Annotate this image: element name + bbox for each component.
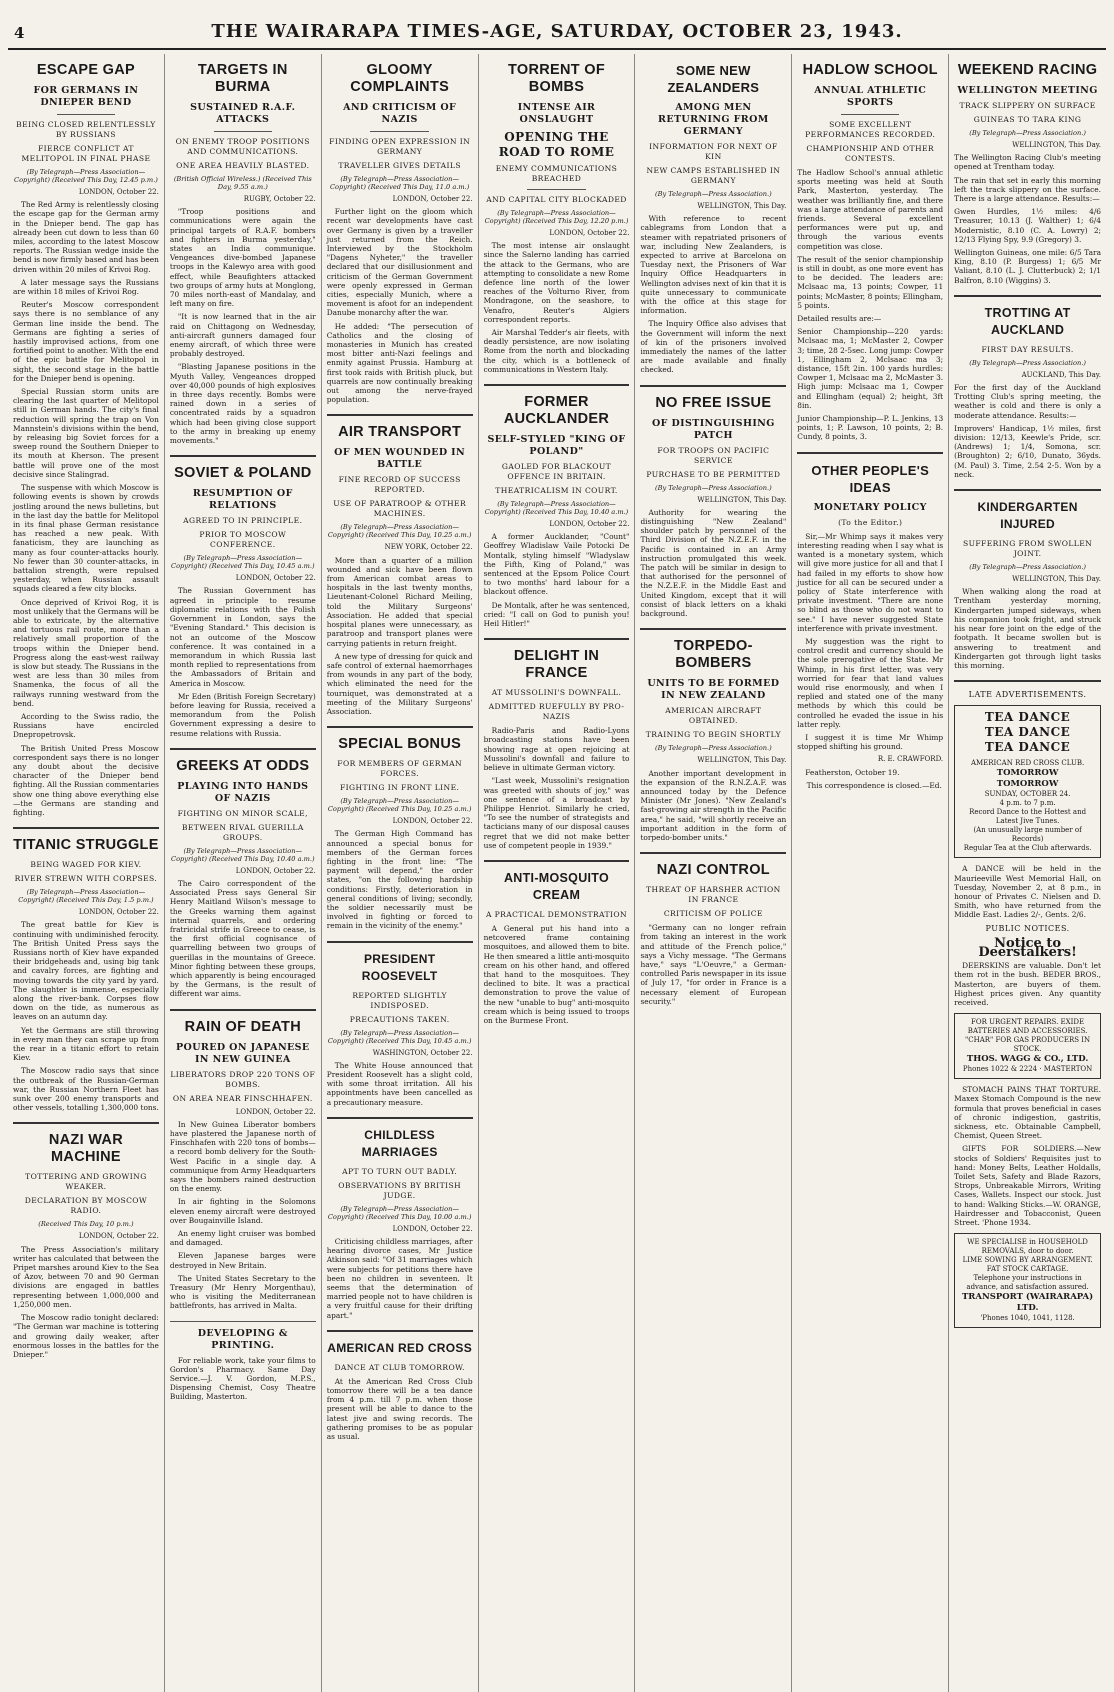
subheadline: OPENING THE ROAD TO ROME bbox=[498, 130, 615, 159]
subheadline: APT TO TURN OUT BADLY. bbox=[342, 1166, 458, 1176]
paragraph: The Inquiry Office also advises that the Government will inform the next of kin of the prisoners involved immediately the names of the latter are made available and finally checked. bbox=[640, 319, 787, 375]
subheadline: AMERICAN AIRCRAFT OBTAINED. bbox=[665, 706, 762, 726]
paragraph: Further light on the gloom which recent war developments have cast over Germany is given by a traveller just returned from the Reich. Interviewed by the Stockholm "Dagens Nyheter," the traveller declared that our disillusionment and criticism of the German Government were openly expressed in German cities, especially Munich, where a movement is afoot for an independent Danube monarchy after the war. bbox=[326, 207, 473, 318]
headline: DELIGHT IN FRANCE bbox=[513, 648, 600, 682]
byline: (By Telegraph—Press Association.) bbox=[969, 129, 1086, 137]
paragraph: The Cairo correspondent of the Associated Press says General Sir Henry Maitland Wilson's message to the Greeks warning them against internal quarrels, and ordering fratricidal strife in Greece to cease, is the first official cognisance of quarrelling between two groups of guerillas in the mountains of Greece. Minor fighting between these groups, which apparently is being encouraged by the Germans, is the result of different war aims. bbox=[169, 878, 316, 999]
byline: (By Telegraph—Press Association.) bbox=[969, 563, 1086, 572]
paragraph: When walking along the road at Trentham yesterday morning, Kindergarten jumped sideways, when his companion took fright, and struck his near fore joint on the edge of the footpath. It became swollen but is answering to treatment and Kindergarten got through light tasks this morning. bbox=[954, 587, 1102, 670]
headline: ANTI-MOSQUITO CREAM bbox=[503, 870, 610, 902]
paragraph: Improvers' Handicap, 1½ miles, first division: 12/13, Keewle's Pride, scr. (Andrews) 1; 1/4, Somona, scr. (Broughton) 2; 6/10, Dunato, 36yds. (M. Paul) 3. Time, 2.54 2-5. Won by a neck. bbox=[954, 423, 1102, 479]
ad-tea-dance bbox=[954, 705, 1101, 858]
paragraph: A former Aucklander, "Count" Geoffrey Wladislaw Vaile Potocki De Montalk, styling himself "Wladyslaw the Fifth, King of Poland," was sentenced at the Epsom Police Court to two months' hard labour for a blackout offence. bbox=[483, 532, 630, 597]
subheadline: FOR TROOPS ON PACIFIC SERVICE bbox=[657, 445, 770, 465]
ad-line: SUNDAY, OCTOBER 24. bbox=[984, 790, 1071, 799]
article-trotting-at-auckland bbox=[954, 305, 1101, 479]
dateline: AUCKLAND, This Day. bbox=[1021, 370, 1102, 379]
editor-note: This correspondence is closed.—Ed. bbox=[806, 780, 942, 790]
subheadline: ON ENEMY TROOP POSITIONS AND COMMUNICATIONS. bbox=[175, 137, 310, 156]
paragraph: A later message says the Russians are within 18 miles of Krivoi Rog. bbox=[13, 277, 159, 297]
byline: (By Telegraph—Press Association.) bbox=[655, 744, 772, 753]
column-3 bbox=[322, 54, 479, 1692]
dateline: LONDON, October 22. bbox=[78, 1232, 159, 1241]
subheadline: FINDING OPEN EXPRESSION IN GERMANY bbox=[329, 137, 471, 156]
byline: (By Telegraph—Press Association.) bbox=[969, 358, 1086, 367]
paragraph: Once deprived of Krivoi Rog, it is most unlikely that the Germans will be able to extricate, by the alternative and tortuous rail route, more than a relatively small proportion of the troops within the Dnieper bend. Progress along the east-west railway is slow but steady. The Russians in the west are less than 30 miles from Snamenka, the focus of all the railways running westward from the bend. bbox=[13, 597, 159, 708]
headline: AIR TRANSPORT bbox=[338, 424, 462, 441]
headline: NAZI CONTROL bbox=[656, 862, 770, 879]
dateline: LONDON, October 22. bbox=[235, 866, 316, 875]
paragraph: Detailed results are:— bbox=[797, 314, 882, 324]
paragraph: The United States Secretary to the Treasury (Mr Henry Morgenthau), who is visiting the Mediterranean battlefronts, has arrived in Malta. bbox=[169, 1273, 316, 1311]
headline: GREEKS AT ODDS bbox=[176, 757, 310, 774]
public-notices-header: PUBLIC NOTICES. bbox=[985, 923, 1070, 933]
paragraph: The rain that set in early this morning left the track slippery on the surface. There is a large attendance. Results:— bbox=[954, 175, 1102, 204]
article-air-transport bbox=[327, 424, 473, 716]
ad-line: TEA DANCE bbox=[984, 725, 1071, 740]
subheadline: FIRST DAY RESULTS. bbox=[981, 344, 1074, 354]
paragraph: At the American Red Cross Club tomorrow there will be a tea dance from 4 p.m. till 7 p.m. when those present will be able to dance to the latest jive and swing records. The gathering promises to be as popular as usual. bbox=[326, 1376, 473, 1442]
dateline: LONDON, October 22. bbox=[549, 520, 630, 529]
ad-dance-notice: A DANCE will be held in the Maurieeville West Memorial Hall, on Tuesday, November 2, at 8 p.m., in honour of Privates C. Nielsen and D. Smith, who have returned from the Middle East. Ladies 2/-, Gents. 2/6. bbox=[954, 864, 1102, 920]
subheadline: AGREED TO IN PRINCIPLE. bbox=[183, 516, 303, 526]
byline: (By Telegraph—Press Association—Copyright) (Received This Day, 10.45 a.m.) bbox=[171, 554, 315, 571]
subheadline: OBSERVATIONS BY BRITISH JUDGE. bbox=[338, 1180, 462, 1200]
paragraph: The most intense air onslaught since the Salerno landing has carried the attack to the Germans, who are attempting to consolidate a new Rome defence line north of the lower reaches of the Volturno River, from Mondragone, on the seashore, to Venafro, Reuter's Algiers correspondent reports. bbox=[483, 241, 630, 324]
paragraph: He added: "The persecution of Catholics and the closing of monasteries in Munich has created most bitter anti-Nazi feelings and enmity against Prussia. Hamburg at first took raids with British pluck, but quarrels are now continually breaking out among the nerve-frayed population. bbox=[326, 321, 473, 405]
ad-line: TOMORROW bbox=[996, 768, 1059, 779]
headline: SOME NEW ZEALANDERS bbox=[667, 63, 760, 95]
paragraph: De Montalk, after he was sentenced, cried: "I call on God to punish you! Heil Hitler!" bbox=[483, 600, 630, 629]
article-weekend-racing bbox=[954, 62, 1101, 285]
subheadline: GAOLED FOR BLACKOUT OFFENCE IN BRITAIN. bbox=[501, 462, 612, 482]
subheadline: CHAMPIONSHIP AND OTHER CONTESTS. bbox=[806, 144, 935, 163]
dateline: LONDON, October 22. bbox=[78, 188, 159, 196]
paragraph: The Moscow radio tonight declared: "The German war machine is tottering and growing daily weaker, after enormous losses in the battles for the Dnieper." bbox=[13, 1313, 159, 1359]
signature: R. E. CRAWFORD. bbox=[877, 755, 944, 764]
dateline: WELLINGTON, This Day. bbox=[697, 202, 787, 210]
paragraph: "It is now learned that in the air raid on Chittagong on Wednesday, anti-aircraft gunners damaged four enemy aircraft, of which three were probably destroyed. bbox=[169, 312, 316, 359]
subheadline: FOR MEMBERS OF GERMAN FORCES. bbox=[337, 759, 462, 779]
article-hadlow-school bbox=[797, 62, 943, 442]
subheadline: SELF-STYLED "KING OF POLAND" bbox=[487, 434, 626, 458]
headline: NO FREE ISSUE bbox=[655, 394, 772, 411]
dateline: LONDON, October 22. bbox=[392, 1224, 473, 1233]
article-anti-mosquito-cream bbox=[484, 870, 630, 1025]
article-gloomy-complaints bbox=[327, 62, 473, 404]
subheadline: TOTTERING AND GROWING WEAKER. bbox=[25, 1172, 147, 1192]
dateline: LONDON, October 22. bbox=[235, 574, 316, 583]
byline: (By Telegraph—Press Association.) bbox=[655, 190, 772, 198]
paragraph: The suspense with which Moscow is following events is shown by crowds jostling around the news bulletins, but in the last day the battle for Melitopol in its final phase German resistance has reached a new peak. With fanaticism, they are launching as many as four counter-attacks hourly. No fewer than 30 counter-attacks, in battalion strength, were repulsed yesterday, when Russian assault squads cleared a few city blocks. bbox=[13, 483, 159, 594]
dateline: LONDON, October 22. bbox=[235, 1107, 316, 1116]
column-2 bbox=[165, 54, 322, 1692]
subheadline: SUFFERING FROM SWOLLEN JOINT. bbox=[962, 539, 1093, 559]
headline: PRESIDENT ROOSEVELT bbox=[361, 951, 438, 983]
paragraph: In New Guinea Liberator bombers have plastered the Japanese north of Finschhafen with 220 tons of bombs—a record bomb delivery for the South-West Pacific in a single day. A communique from Army Headquarters says the bombers rained destruction on the enemy. bbox=[169, 1119, 316, 1194]
paragraph: Radio-Paris and Radio-Lyons broadcasting stations have been showing rage at open rejoicing at Mussolini's downfall and failure to believe in ultimate German victory. bbox=[483, 726, 630, 773]
byline: (By Telegraph—Press Association—Copyright) (Received This Day, 10.25 a.m.) bbox=[327, 523, 472, 540]
subheadline: FINE RECORD OF SUCCESS REPORTED. bbox=[338, 475, 461, 495]
subheadline: MONETARY POLICY bbox=[813, 501, 927, 513]
byline: (Received This Day, 10 p.m.) bbox=[38, 1220, 134, 1229]
paragraph: Wellington Guineas, one mile: 6/5 Tara King, 8.10 (P. Burgess) 1; 6/5 Mr Valiant, 8.10 (L. J. Clutterbuck) 2; 1/1 Balfron, 8.10 (Wiggins) 3. bbox=[954, 248, 1102, 285]
article-titanic-struggle bbox=[13, 837, 159, 1112]
subheadline: FIGHTING IN FRONT LINE. bbox=[339, 783, 460, 793]
headline: HADLOW SCHOOL bbox=[802, 62, 938, 78]
ad-thos-wagg bbox=[954, 1013, 1101, 1079]
dateline: RUGBY, October 22. bbox=[243, 195, 316, 203]
paragraph: The White House announced that President Roosevelt has a slight cold, with some throat irritation. All his appointments have been cancelled as a precautionary measure. bbox=[326, 1060, 473, 1107]
paragraph: An enemy light cruiser was bombed and damaged. bbox=[169, 1229, 316, 1248]
ad-line: TEA DANCE bbox=[984, 710, 1071, 725]
subheadline: BEING WAGED FOR KIEV. bbox=[30, 860, 142, 870]
article-soviet-poland bbox=[170, 465, 316, 737]
byline: (By Telegraph—Press Association—Copyright) (Received This Day, 10.00 a.m.) bbox=[327, 1204, 472, 1221]
column-1 bbox=[8, 54, 165, 1692]
paragraph: I suggest it is time Mr Whimp stopped shifting his ground. bbox=[797, 732, 944, 752]
ad-line: FOR URGENT REPAIRS. EXIDE BATTERIES AND ACCESSORIES. "CHAR" FOR GAS PRODUCERS IN STOCK. bbox=[965, 1018, 1091, 1054]
paragraph: Reuter's Moscow correspondent says there is no semblance of any German line inside the bend. The Germans are fighting a series of hastily improvised actions, from one fortified point to another. With the end of the epic battle for Melitopol in sight, the second stage in the battle for the Dnieper bend is opening. bbox=[13, 300, 159, 383]
article-torrent-of-bombs bbox=[484, 62, 630, 374]
masthead bbox=[8, 6, 1106, 50]
byline: (By Telegraph—Press Association—Copyright) (Received This Day, 10.40 a.m.) bbox=[484, 500, 629, 517]
article-other-peoples-ideas bbox=[797, 462, 943, 790]
paragraph: With reference to recent cablegrams from London that a steamer with repatriated prisoners of war, including New Zealanders, is expected to arrive at Barcelona on Tuesday next, the Prisoners of War Inquiry Office Headquarters in Wellington advises next of kin that it is quite unnecessary to communicate with the office at this stage for information. bbox=[640, 214, 787, 316]
subheadline: (To the Editor.) bbox=[838, 517, 903, 527]
headline: TORRENT OF BOMBS bbox=[508, 62, 605, 95]
dateline: WELLINGTON, This Day. bbox=[1012, 141, 1102, 149]
subheadline: THREAT OF HARSHER ACTION IN FRANCE bbox=[646, 885, 781, 905]
paragraph: My suggestion was the right to control credit and currency should be the sole prerogative of the State. Mr Whimp, in his first letter, was very worried for fear that land values would rise enormously, and when I replied and stated one of the many methods by which this could be controlled he evaded the issue in his latter reply. bbox=[797, 636, 944, 729]
subheadline: DECLARATION BY MOSCOW RADIO. bbox=[24, 1196, 148, 1216]
paragraph: The British United Press Moscow correspondent says there is no longer any doubt about the decisive character of the Dnieper bend fighting. All the Russian commentaries show one thing above everything else—the Germans are standing and fighting. bbox=[13, 743, 159, 817]
dateline: NEW YORK, October 22. bbox=[384, 543, 473, 552]
paragraph: Junior Championship—P. L. Jenkins, 13 points, 1; P. Lawson, 10 points, 2; B. Cundy, 8 points, 3. bbox=[797, 414, 944, 442]
subheadline: CRITICISM OF POLICE bbox=[663, 909, 763, 919]
paragraph: For the first day of the Auckland Trotting Club's spring meeting, the weather is cold and there is only a moderate attendance. Results:— bbox=[954, 383, 1102, 420]
paragraph: For reliable work, take your films to Gordon's Pharmacy. Same Day Service.—J. V. Gordon, M.P.S., Dispensing Chemist, Cosy Theatre Building, Masterton. bbox=[169, 1355, 316, 1402]
article-torpedo-bombers bbox=[640, 638, 786, 842]
dateline: WELLINGTON, This Day. bbox=[1012, 575, 1102, 584]
ad-developing-printing bbox=[170, 1328, 316, 1402]
column-4 bbox=[479, 54, 636, 1692]
subheadline: DANCE AT CLUB TOMORROW. bbox=[334, 1362, 465, 1372]
article-targets-in-burma bbox=[170, 62, 316, 445]
subheadline: UNITS TO BE FORMED IN NEW ZEALAND bbox=[647, 678, 780, 702]
subheadline: AND CRITICISM OF NAZIS bbox=[343, 102, 457, 125]
byline: (By Telegraph—Press Association—Copyright) (Received This Day, 10.40 a.m.) bbox=[171, 846, 315, 863]
subheadline: FOR GERMANS IN DNIEPER BEND bbox=[33, 85, 139, 108]
paragraph: According to the Swiss radio, the Russians have encircled Dnepropetrovsk. bbox=[13, 711, 159, 740]
paragraph: The result of the senior championship is still in doubt, as one more event has to be decided. The leaders are: Mclsaac ma, 13 points; Cowper, 11 points; McMaster, 8 points; Ellingham, 5 points. bbox=[797, 254, 944, 310]
headline: WEEKEND RACING bbox=[957, 62, 1098, 78]
paragraph: Yet the Germans are still throwing in every man they can scrape up from the rear in a titanic effort to retain Kiev. bbox=[13, 1025, 159, 1063]
headline: FORMER AUCKLANDER bbox=[503, 394, 610, 428]
subheadline: ON AREA NEAR FINSCHHAFEN. bbox=[172, 1093, 313, 1103]
dateline: LONDON, October 22. bbox=[78, 908, 159, 917]
ad-deerstalkers-body: DEERSKINS are valuable. Don't let them rot in the bush. BEDER BROS., Masterton, are buyers of them. Highest prices given. Any quantity received. bbox=[954, 961, 1102, 1007]
ad-line: TRANSPORT (WAIRARAPA) LTD. bbox=[961, 1292, 1094, 1314]
headline: AMERICAN RED CROSS bbox=[327, 1340, 473, 1355]
paragraph: Mr Eden (British Foreign Secretary) before leaving for Russia, received a memorandum from the Polish Government expressing a desire to resume relations with Russia. bbox=[169, 691, 316, 738]
ad-line: AMERICAN RED CROSS CLUB. bbox=[970, 759, 1085, 768]
byline: (By Telegraph—Press Association—Copyright) (Received This Day, 12.20 p.m.) bbox=[484, 209, 629, 225]
subheadline: POURED ON JAPANESE IN NEW GUINEA bbox=[176, 1041, 310, 1065]
dateline: WELLINGTON, This Day. bbox=[697, 495, 787, 504]
paragraph: In air fighting in the Solomons eleven enemy aircraft were destroyed over Bougainville Island. bbox=[169, 1197, 316, 1225]
ad-gifts-for-soldiers: GIFTS FOR SOLDIERS.—New stocks of Soldiers' Requisites just to hand: Money Belts, Leather Holdalls, Toilet Sets, Safety and Blade Razors, Strops, Unbreakable Mirrors, Writing Cases, Wallets. Inspect our stock. Just to hand: Walking Sticks.—W. ORANGE, Hairdresser and Tobacconist, Queen Street. 'Phone 1934. bbox=[954, 1144, 1102, 1227]
article-delight-in-france bbox=[484, 648, 630, 850]
dateline: LONDON, October 22. bbox=[392, 195, 473, 203]
subheadline: PRECAUTIONS TAKEN. bbox=[349, 1014, 450, 1024]
article-american-red-cross bbox=[327, 1340, 473, 1441]
paragraph: The German High Command has announced a special bonus for members of the German forces fighting in the front line: "The payment will depend," the order states, "on the following hardship conditions: Firstly, deterioration in general conditions of living; secondly, the soldier necessarily must be involved in fighting or forced to remain in the vicinity of the enemy." bbox=[326, 829, 473, 931]
headline: SPECIAL BONUS bbox=[338, 736, 462, 753]
place-line: Featherston, October 19. bbox=[805, 767, 900, 777]
ad-line: Regular Tea at the Club afterwards. bbox=[963, 844, 1092, 853]
subheadline: BEING CLOSED RELENTLESSLY BY RUSSIANS bbox=[16, 120, 156, 139]
paragraph: "Troop positions and communications were again the principal targets of R.A.F. bombers and fighters in Burma yesterday," states an India communique. Vengeances dive-bombed Japanese troops in the Kalewyo area with good effect, while Beaufighters attacked two groups of army huts at Monglong, 70 miles north-east of Mandalay, and left many on fire. bbox=[169, 207, 316, 309]
subheadline: A PRACTICAL DEMONSTRATION bbox=[485, 909, 628, 919]
article-nazi-control bbox=[640, 862, 786, 1006]
byline: (By Telegraph—Press Association—Copyright) (Received This Day, 1.5 p.m.) bbox=[18, 888, 154, 905]
subheadline: TRAVELLER GIVES DETAILS bbox=[338, 161, 461, 170]
paragraph: Sir,—Mr Whimp says it makes very interesting reading when I say what is wanted is a monetary system, which will give more justice for all and that I had failed in my efforts to show how justice for all can be secured under a policy of State interference with private investment. "There are none so blind as those who do not want to see." I have never suggested State interference with private investment. bbox=[797, 531, 944, 633]
subheadline: RIVER STREWN WITH CORPSES. bbox=[14, 874, 158, 884]
page-number: 4 bbox=[14, 24, 25, 42]
headline: RAIN OF DEATH bbox=[184, 1018, 301, 1035]
article-some-new-zealanders bbox=[640, 62, 786, 375]
paragraph: Another important development in the expansion of the R.N.Z.A.F. was announced today by the Defence Minister (Mr Jones). "New Zealand's fast-growing air strength in the Pacific area," he said, "will shortly receive an important addition in the form of torpedo-bomber units." bbox=[640, 768, 787, 842]
headline: TITANIC STRUGGLE bbox=[13, 837, 159, 854]
subheadline: LIBERATORS DROP 220 TONS OF BOMBS. bbox=[170, 1069, 316, 1089]
subheadline: RESUMPTION OF RELATIONS bbox=[192, 488, 293, 512]
dateline: WELLINGTON, This Day. bbox=[697, 756, 787, 765]
subheadline: NEW CAMPS ESTABLISHED IN GERMANY bbox=[646, 166, 781, 185]
ad-stomach-pains: STOMACH PAINS THAT TORTURE. Maxex Stomach Compound is the new formula that proves beneficial in cases of chronic indigestion, gastritis, sickness, etc. Obtainable Campbell, Chemist, Queen Street. bbox=[954, 1085, 1102, 1141]
headline: TARGETS IN BURMA bbox=[197, 62, 288, 95]
paragraph: Air Marshal Tedder's air fleets, with deadly persistence, are now isolating Rome from the north and blockading the city, which is a bottleneck of communications in Western Italy. bbox=[483, 328, 630, 374]
subheadline: ANNUAL ATHLETIC SPORTS bbox=[814, 85, 927, 108]
paragraph: "Germany can no longer refrain from taking an interest in the work and attitude of the French police," says a Vichy message. "The Germans have," says "L'Oeuvre," a German-controlled Paris newspaper in its issue of July 17, "for order in France is a necessary element of European security." bbox=[640, 923, 787, 1006]
byline: (By Telegraph—Press Association—Copyright) (Received This Day, 11.0 a.m.) bbox=[329, 175, 470, 191]
ad-line: (An unusually large number of Records) bbox=[973, 826, 1082, 844]
ad-line: THOS. WAGG & CO., LTD. bbox=[966, 1054, 1089, 1065]
ad-line: 4 p.m. to 7 p.m. bbox=[999, 799, 1056, 808]
byline: (By Telegraph—Press Association.) bbox=[655, 483, 772, 492]
subheadline: SUSTAINED R.A.F. ATTACKS bbox=[190, 102, 296, 125]
paragraph: The Press Association's military writer has calculated that between the Pripet marshes around Kiev to the Sea of Azov, between 70 and 90 German divisions are engaged in battles representing between 1,000,000 and 1,250,000 men. bbox=[13, 1244, 159, 1309]
ad-line: TEA DANCE bbox=[984, 740, 1071, 755]
headline: ESCAPE GAP bbox=[36, 62, 135, 78]
subheadline: INTENSE AIR ONSLAUGHT bbox=[517, 102, 596, 125]
columns bbox=[8, 54, 1106, 1692]
subheadline: THEATRICALISM IN COURT. bbox=[495, 486, 618, 496]
paragraph: Gwen Hurdles, 1½ miles: 4/6 Treasurer, 10.13 (J. Walther) 1; 6/4 Modernistic, 8.10 (C. A. Lowry) 2; 12/13 Flying Spy, 9.9 (Gregory) 3. bbox=[954, 207, 1102, 244]
article-special-bonus bbox=[327, 736, 473, 930]
paragraph: The Moscow radio says that since the outbreak of the Russian-German war, the Russian Northern Fleet has sunk over 200 enemy transports and other vessels, totalling 1,300,000 tons. bbox=[13, 1066, 159, 1113]
ad-line: TOMORROW bbox=[996, 779, 1059, 790]
paragraph: Eleven Japanese barges were destroyed in New Britain. bbox=[169, 1251, 316, 1270]
byline: (By Telegraph—Press Association—Copyright) (Received This Day, 10.25 a.m.) bbox=[327, 797, 472, 814]
subheadline: TRAINING TO BEGIN SHORTLY bbox=[645, 730, 781, 740]
paragraph: The great battle for Kiev is continuing with undiminished ferocity. The British United Press says the Russians north of Kiev have expanded their bridgeheads and, using big tank and cavalry forces, are fighting and moving towards the city yard by yard. The slaughter is immense, especially along the river-bank. Corpses flow down on the tide, as numerous as leaves on an autumn day. bbox=[13, 920, 159, 1022]
article-escape-gap bbox=[13, 62, 159, 817]
paragraph: More than a quarter of a million wounded and sick have been flown from American combat areas to hospitals in the last twenty months, Lieutenant-Colonel Richard Meiling, told the Military Surgeons' Association. He added that special hospital planes were unnecessary, as paratroop and transport planes were carrying patients in return freight. bbox=[326, 555, 473, 648]
subheadline: ONE AREA HEAVILY BLASTED. bbox=[176, 161, 310, 170]
subheadline: WELLINGTON MEETING bbox=[957, 85, 1098, 96]
subheadline: FIERCE CONFLICT AT MELITOPOL IN FINAL PHASE bbox=[21, 144, 151, 163]
ad-line: FAT STOCK CARTAGE. bbox=[986, 1265, 1069, 1274]
subheadline: ADMITTED RUEFULLY BY PRO-NAZIS bbox=[488, 702, 625, 722]
dateline: WASHINGTON, October 22. bbox=[372, 1048, 473, 1057]
paragraph: The Red Army is relentlessly closing the escape gap for the German army in the Dnieper bend. The gap has already been cut down to less than 60 miles, according to the latest Moscow reports. The Russian wedge inside the bend is now firmly based and has been driven within 20 miles of Krivoi Rog. bbox=[13, 200, 159, 274]
article-rain-of-death bbox=[170, 1019, 316, 1311]
headline: CHILDLESS MARRIAGES bbox=[361, 1127, 438, 1159]
paragraph: The Wellington Racing Club's meeting opened at Trentham today. bbox=[954, 153, 1102, 172]
dateline: LONDON, October 22. bbox=[549, 229, 630, 237]
ad-headline: DEVELOPING & PRINTING. bbox=[197, 1327, 288, 1351]
subheadline: PRIOR TO MOSCOW CONFERENCE. bbox=[199, 530, 287, 550]
subheadline: AT MUSSOLINI'S DOWNFALL. bbox=[491, 688, 622, 698]
paragraph: Special Russian storm units are clearing the last quarter of Melitopol still in German hands. The city's final reduction will spring the trap on Von Mannstein's divisions within the bend, by releasing big Soviet forces for a sweep round the Southern Dnieper to its mouth at Kherson. The present battle will prove one of the most decisive since Stalingrad. bbox=[13, 387, 159, 479]
subheadline: PLAYING INTO HANDS OF NAZIS bbox=[177, 780, 309, 804]
ad-deerstalkers-title: Notice to Deerstalkers! bbox=[978, 935, 1077, 960]
article-president-roosevelt bbox=[327, 951, 473, 1107]
ad-line: Telephone your instructions in advance, and satisfaction assured. bbox=[966, 1274, 1089, 1292]
ad-line: Phones 1022 & 2224 · MASTERTON bbox=[962, 1065, 1093, 1074]
paragraph: Authority for wearing the distinguishing "New Zealand" shoulder patch by personnel of the Third Division of the N.Z.E.F. in the Pacific is contained in an Army instruction promulgated this week. The patch will be similar in design to that authorised for the personnel of the N.Z.E.F. in the Middle East and United Kingdom, except that it will consist of black letters on a khaki background. bbox=[640, 507, 787, 619]
headline: NAZI WAR MACHINE bbox=[48, 1132, 123, 1166]
subheadline: GUINEAS TO TARA KING bbox=[973, 115, 1082, 124]
paragraph: The Hadlow School's annual athletic sports meeting was held at South Park, Masterton, yesterday. The weather was brilliantly fine, and there was a large attendance of parents and friends. Several excellent performances were put up, and through the various events competition was close. bbox=[797, 168, 944, 251]
subheadline: SOME EXCELLENT PERFORMANCES RECORDED. bbox=[805, 120, 936, 139]
paragraph: The Russian Government has agreed in principle to resume diplomatic relations with the Polish Government in London, says the "Evening Standard." This decision is not an outcome of the Moscow conference. It was contained in a memorandum in which Russia last month replied to representations from the Ambassadors of Britain and America in Moscow. bbox=[169, 586, 316, 688]
subheadline: ENEMY COMMUNICATIONS BREACHED bbox=[495, 164, 618, 183]
subheadline: PURCHASE TO BE PERMITTED bbox=[646, 469, 781, 479]
subheadline: INFORMATION FOR NEXT OF KIN bbox=[649, 142, 778, 161]
headline: TROTTING AT AUCKLAND bbox=[984, 305, 1071, 337]
subheadline: OF MEN WOUNDED IN BATTLE bbox=[334, 447, 466, 471]
paragraph: "Last week, Mussolini's resignation was greeted with shouts of joy," was one sentence of a broadcast by Philippe Henriot. Similarly he cried, "To see the number of strategists and tacticians many of our disposal causes regret that we did not make better use of competent people in 1939." bbox=[483, 776, 630, 850]
ad-line: WE SPECIALISE in HOUSEHOLD REMOVALS, door to door. bbox=[967, 1238, 1088, 1256]
article-greeks-at-odds bbox=[170, 758, 316, 999]
paragraph: Criticising childless marriages, after hearing divorce cases, Mr Justice Atkinson said: "Of 31 marriages which were subjects for petitions there have been no children in seventeen. It seems that the determination of married people not to have children is a very fruitful cause for their drifting apart." bbox=[326, 1236, 473, 1320]
ad-line: LIME SOWING BY ARRANGEMENT. bbox=[962, 1256, 1093, 1265]
headline: OTHER PEOPLE'S IDEAS bbox=[811, 462, 930, 495]
subheadline: AND CAPITAL CITY BLOCKADED bbox=[486, 195, 627, 204]
subheadline: USE OF PARATROOP & OTHER MACHINES. bbox=[333, 499, 467, 519]
byline: (By Telegraph—Press Association—Copyright) (Received This Day, 10.45 a.m.) bbox=[327, 1028, 472, 1045]
column-6 bbox=[792, 54, 949, 1692]
ad-line: 'Phones 1040, 1041, 1128. bbox=[980, 1314, 1075, 1323]
dateline: LONDON, October 22. bbox=[392, 817, 473, 826]
late-advertisements-header: LATE ADVERTISEMENTS. bbox=[968, 690, 1087, 700]
article-no-free-issue bbox=[640, 395, 786, 619]
subheadline: BETWEEN RIVAL GUERILLA GROUPS. bbox=[181, 822, 304, 842]
newspaper-title: THE WAIRARAPA TIMES-AGE, SATURDAY, OCTOBER 23, 1943. bbox=[211, 21, 903, 42]
paragraph: A new type of dressing for quick and safe control of external haemorrhages from wounds in any part of the body, which eliminated the need for the tourniquet, was demonstrated at a meeting of the Military Surgeons' Association. bbox=[326, 651, 473, 716]
column-5 bbox=[635, 54, 792, 1692]
ad-line: Record Dance to the Hottest and Latest Jive Tunes. bbox=[969, 808, 1087, 826]
subheadline: FIGHTING ON MINOR SCALE, bbox=[177, 808, 308, 818]
byline: (By Telegraph—Press Association—Copyright) (Received This Day, 12.45 p.m.) bbox=[14, 168, 158, 184]
headline: SOVIET & POLAND bbox=[174, 465, 312, 482]
byline: (British Official Wireless.) (Received This Day, 9.55 a.m.) bbox=[173, 175, 312, 191]
article-kindergarten-injured bbox=[954, 499, 1101, 670]
headline: TORPEDO-BOMBERS bbox=[674, 638, 753, 672]
subheadline: OF DISTINGUISHING PATCH bbox=[651, 417, 775, 441]
headline: GLOOMY COMPLAINTS bbox=[350, 62, 450, 95]
subheadline: REPORTED SLIGHTLY INDISPOSED. bbox=[352, 990, 447, 1010]
article-former-aucklander bbox=[484, 394, 630, 628]
column-7 bbox=[949, 54, 1106, 1692]
ad-transport bbox=[954, 1233, 1101, 1328]
subheadline: AMONG MEN RETURNING FROM GERMANY bbox=[658, 102, 769, 137]
subheadline: TRACK SLIPPERY ON SURFACE bbox=[959, 101, 1096, 110]
paragraph: Senior Championship—220 yards: Mclsaac ma, 1; McMaster 2, Cowper 3; time, 28 2-5sec. Long jump: Cowper 1, Ellingham 2, Mclsaac ma 3; distance, 15ft 2in. 100 yards hurdles: Cowper 1, Mclsaac ma 2, McMaster 3. High jump: Mclsaac ma 1, Cowper and Ellingham (equal) 2; height, 3ft 8in. bbox=[797, 327, 944, 410]
paragraph: "Blasting Japanese positions in the Myuth Valley, Vengeances dropped over 40,000 pounds of high explosives in three days recently. Bombs were rained down in a series of concentrated raids by a squadron which had been giving close support to the army in breaking up enemy movements." bbox=[169, 362, 316, 446]
paragraph: A General put his hand into a netcovered frame containing mosquitoes, and allowed them to bite. He then smeared a little anti-mosquito cream on his other hand, and offered that hand to the mosquitoes. They declined to bite. It was a practical demonstration to prove the value of the new "unable to bug" anti-mosquito cream which is being issued to troops on the Burmese Front. bbox=[483, 923, 630, 1025]
article-childless-marriages bbox=[327, 1127, 473, 1320]
article-nazi-war-machine bbox=[13, 1132, 159, 1359]
headline: KINDERGARTEN INJURED bbox=[977, 500, 1078, 532]
